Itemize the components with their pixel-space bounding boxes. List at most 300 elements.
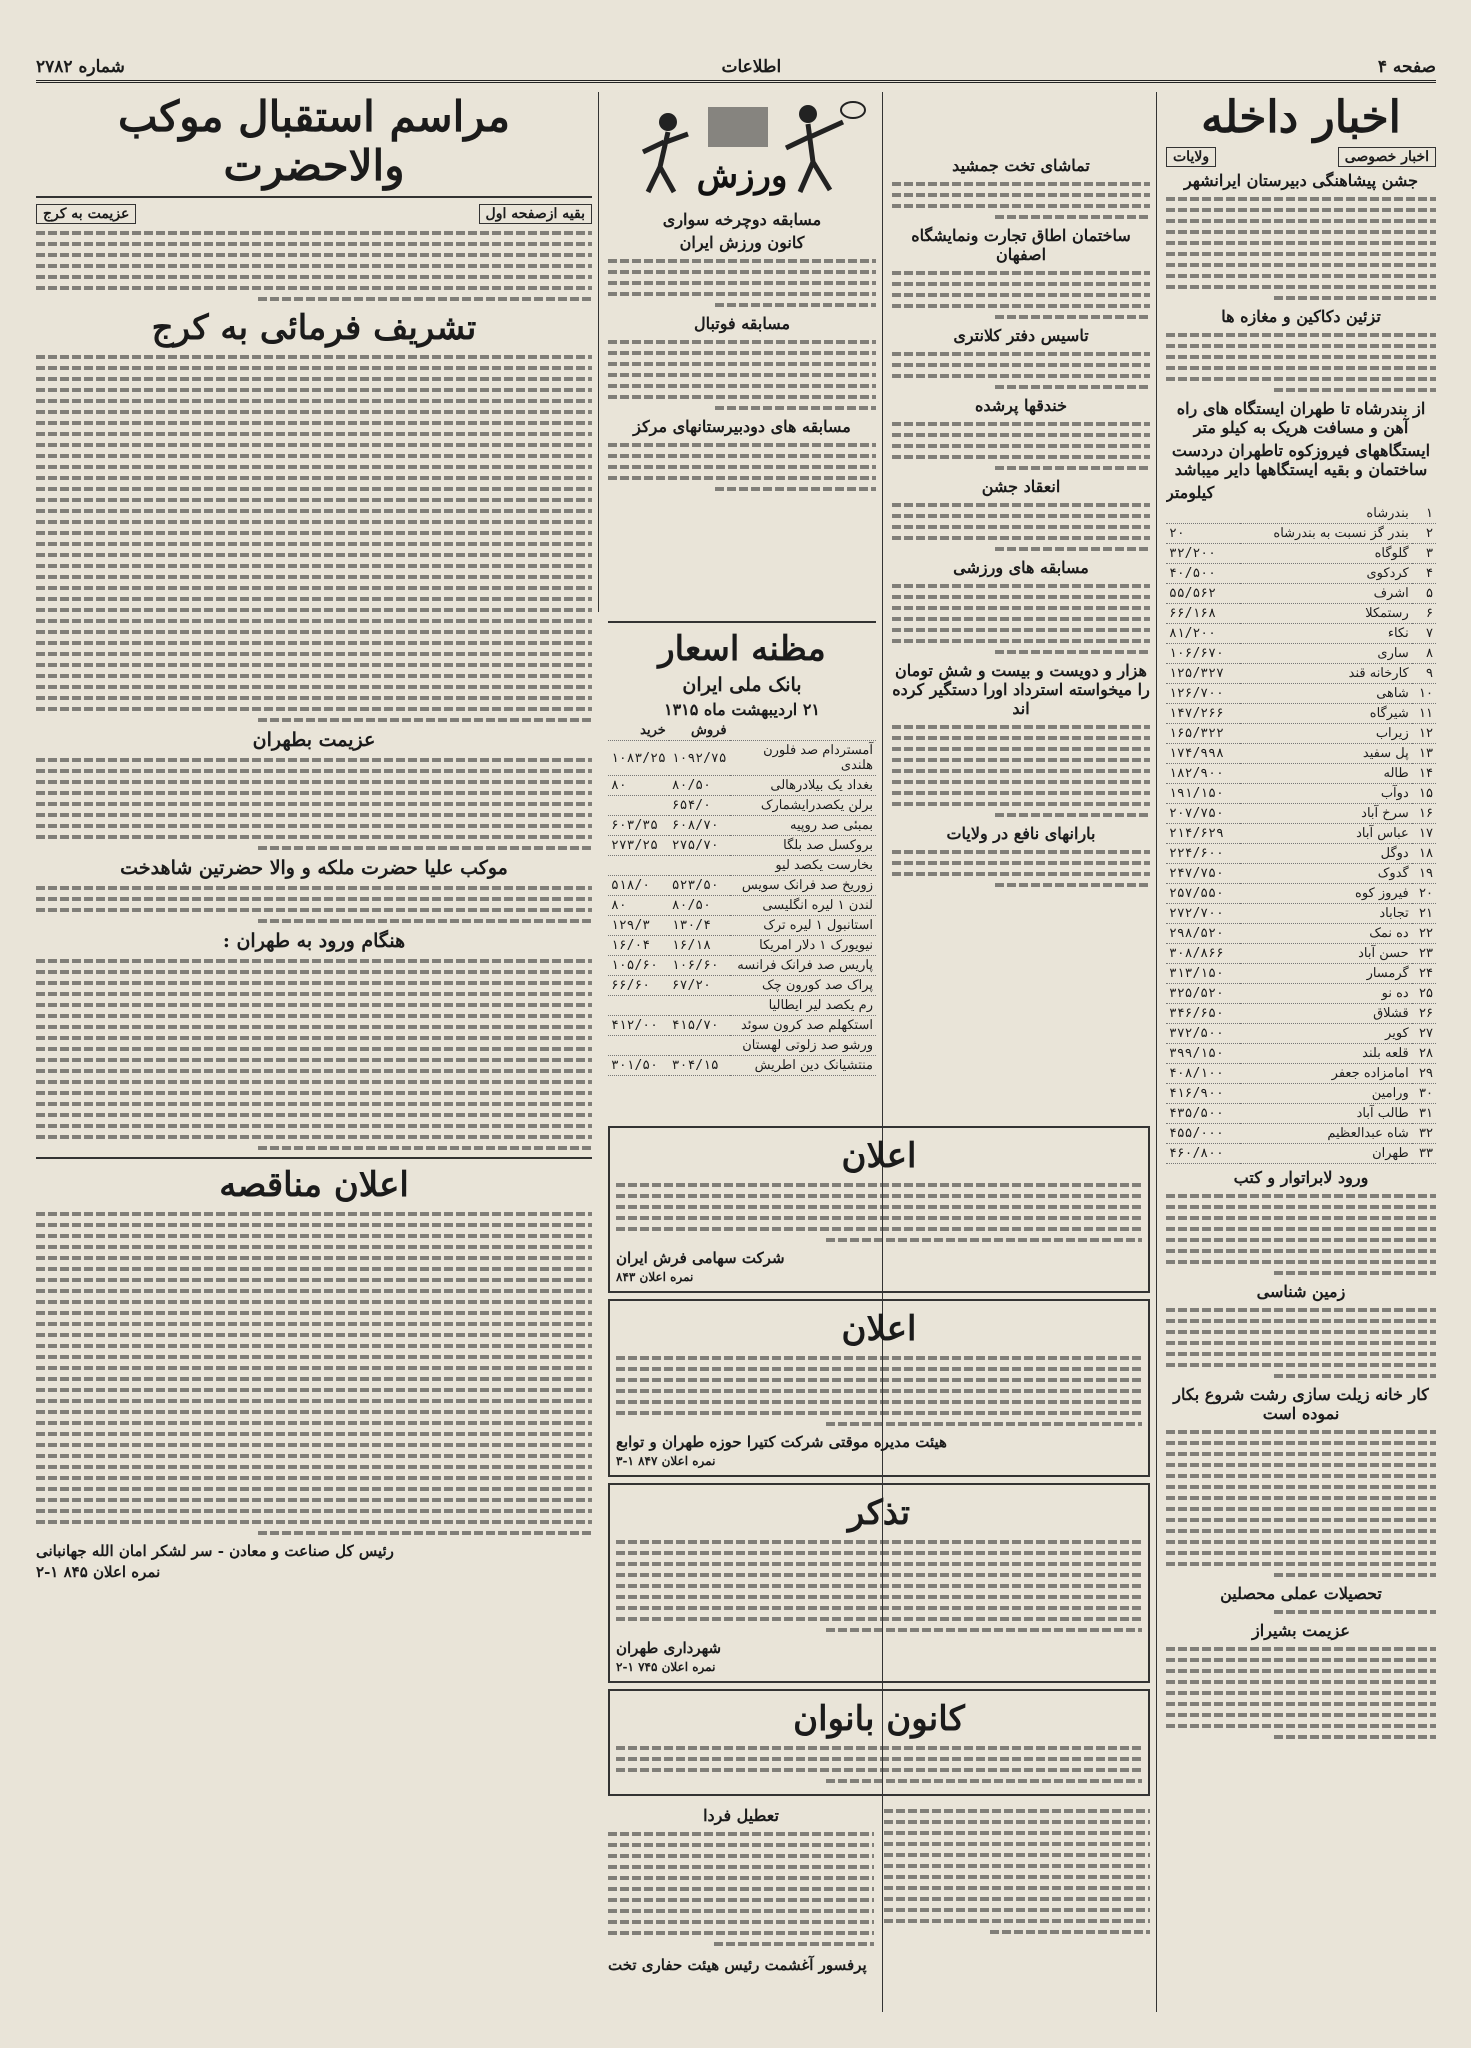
rate-name: برلن یکصدرایشمارک [730, 796, 876, 816]
station-km: ۱۲۶/۷۰۰ [1166, 684, 1240, 704]
article-heading: تماشای تخت جمشید [952, 156, 1090, 175]
tender-signature: رئیس کل صناعت و معادن - سر لشکر امان الله جهانبانی [36, 1542, 394, 1560]
article-heading: تاسیس دفتر کلانتری [953, 326, 1089, 345]
station-km: ۲۱۴/۶۲۹ [1166, 824, 1240, 844]
station-name: بندرشاه [1240, 504, 1412, 524]
station-row [1166, 904, 1436, 924]
station-n: ۱۶ [1412, 804, 1436, 824]
label-departure-karaj: عزیمت به کرج [36, 204, 136, 224]
station-km: ۵۵/۵۶۲ [1166, 584, 1240, 604]
station-n: ۳ [1412, 544, 1436, 564]
station-km: ۴۰/۵۰۰ [1166, 564, 1240, 584]
station-row [1166, 964, 1436, 984]
rate-buy [608, 1036, 669, 1056]
rate-sell: ۱۰۹۲/۷۵ [669, 741, 730, 776]
article-heading: تزئین دکاکین و مغازه ها [1221, 307, 1381, 326]
station-name: پل سفید [1240, 744, 1412, 764]
station-row [1166, 684, 1436, 704]
station-name: دوآب [1240, 784, 1412, 804]
station-row [1166, 604, 1436, 624]
text-lines [1166, 333, 1436, 392]
text-lines [884, 1809, 1150, 1934]
bottom-signature: پرفسور آغشمت رئیس هیئت حفاری تخت [608, 1956, 867, 1974]
station-name: قشلاق [1240, 1004, 1412, 1024]
column-divider [1156, 92, 1157, 2012]
announcement-box [608, 1483, 1150, 1683]
text-lines [892, 352, 1150, 389]
station-row [1166, 564, 1436, 584]
rate-buy: ۶۰۳/۳۵ [608, 816, 669, 836]
article-heading: ساختمان اطاق تجارت ونمایشگاه اصفهان [911, 226, 1131, 264]
rate-sell: ۸۰/۵۰ [669, 776, 730, 796]
station-name: فیروز کوه [1240, 884, 1412, 904]
rate-row [608, 936, 876, 956]
station-name: طالب آباد [1240, 1104, 1412, 1124]
station-row [1166, 644, 1436, 664]
rate-name: لندن ۱ لیره انگلیسی [730, 896, 876, 916]
station-row [1166, 924, 1436, 944]
station-row [1166, 764, 1436, 784]
station-name: کویر [1240, 1024, 1412, 1044]
station-n: ۶ [1412, 604, 1436, 624]
rates-table [608, 721, 876, 1076]
page-number: صفحه ۴ [1377, 57, 1436, 77]
station-n: ۲۵ [1412, 984, 1436, 1004]
rate-name: بخارست یکصد لیو [730, 856, 876, 876]
text-lines [1166, 1430, 1436, 1577]
rate-sell [669, 1036, 730, 1056]
station-km [1166, 504, 1240, 524]
announcement-signature: هیئت مدیره موقتی شرکت کتیرا حوزه طهران و توابع [616, 1433, 947, 1451]
text-lines [616, 1356, 1142, 1426]
station-name: سرخ آباد [1240, 804, 1412, 824]
station-row [1166, 1144, 1436, 1164]
rate-buy: ۱۲۹/۳ [608, 916, 669, 936]
rates-col-buy: خرید [608, 721, 669, 741]
station-row [1166, 624, 1436, 644]
station-row [1166, 864, 1436, 884]
text-lines [36, 758, 592, 850]
article-heading: اعلان [841, 1309, 917, 1349]
station-n: ۱۳ [1412, 744, 1436, 764]
announcement-signature: شهرداری طهران [616, 1639, 722, 1657]
station-km: ۲۷۲/۷۰۰ [1166, 904, 1240, 924]
station-row [1166, 884, 1436, 904]
rate-buy: ۱۰۸۳/۲۵ [608, 741, 669, 776]
station-name: اشرف [1240, 584, 1412, 604]
rate-row [608, 916, 876, 936]
station-row [1166, 1124, 1436, 1144]
station-km: ۳۷۲/۵۰۰ [1166, 1024, 1240, 1044]
station-name: تجاباد [1240, 904, 1412, 924]
station-name: عباس آباد [1240, 824, 1412, 844]
article-heading: مسابقه دوچرخه سواری [662, 210, 822, 229]
rail-unit: کیلومتر [1166, 483, 1215, 502]
announcement-box [608, 1689, 1150, 1796]
paper-name: اطلاعات [721, 57, 782, 77]
article-heading: عزیمت بشیراز [1252, 1621, 1350, 1640]
station-n: ۳۲ [1412, 1124, 1436, 1144]
rate-sell: ۴۱۵/۷۰ [669, 1016, 730, 1036]
rate-buy: ۱۶/۰۴ [608, 936, 669, 956]
rate-sell: ۶۷/۲۰ [669, 976, 730, 996]
station-km: ۲۹۸/۵۲۰ [1166, 924, 1240, 944]
station-name: کردکوی [1240, 564, 1412, 584]
station-km: ۳۲/۲۰۰ [1166, 544, 1240, 564]
station-name: ده نمک [1240, 924, 1412, 944]
rate-name: استکهلم صد کرون سوئد [730, 1016, 876, 1036]
station-name: شاهی [1240, 684, 1412, 704]
station-row [1166, 744, 1436, 764]
text-lines [1166, 1308, 1436, 1378]
rail-header: ایستگاههای فیروزکوه تاطهران دردست ساختمان و بقیه ایستگاهها دایر میباشد [1171, 441, 1431, 479]
station-row [1166, 1024, 1436, 1044]
rate-buy: ۵۱۸/۰ [608, 876, 669, 896]
column-announcements [608, 1120, 1150, 2020]
rate-row [608, 816, 876, 836]
article-heading: جشن پیشاهنگی دبیرستان ایرانشهر [1183, 171, 1419, 190]
announcement-signature: شرکت سهامی فرش ایران [616, 1249, 785, 1267]
text-lines [616, 1746, 1142, 1783]
rate-row [608, 1016, 876, 1036]
text-lines [1166, 197, 1436, 300]
rate-sell [669, 996, 730, 1016]
rate-name: پراک صد کورون چک [730, 976, 876, 996]
announcement-ref: نمره اعلان ۸۴۷ ۱-۳ [616, 1454, 716, 1468]
article-heading: تشریف فرمائی به کرج [151, 308, 477, 348]
station-n: ۹ [1412, 664, 1436, 684]
rate-name: آمستردام صد فلورن هلندی [730, 741, 876, 776]
station-km: ۳۲۵/۵۲۰ [1166, 984, 1240, 1004]
station-km: ۱۸۲/۹۰۰ [1166, 764, 1240, 784]
rate-name: استانبول ۱ لیره ترک [730, 916, 876, 936]
text-lines [892, 422, 1150, 470]
station-km: ۲۲۴/۶۰۰ [1166, 844, 1240, 864]
station-km: ۳۴۶/۶۵۰ [1166, 1004, 1240, 1024]
text-lines [36, 886, 592, 923]
rate-row [608, 1036, 876, 1056]
rate-row [608, 976, 876, 996]
article-heading: انعقاد جشن [981, 477, 1061, 496]
column-provinces [892, 92, 1150, 1152]
station-row [1166, 524, 1436, 544]
article-heading: کانون بانوان [793, 1699, 965, 1739]
station-km: ۴۶۰/۸۰۰ [1166, 1144, 1240, 1164]
article-heading: ورود لابراتوار و کتب [1233, 1168, 1369, 1187]
station-row [1166, 584, 1436, 604]
station-n: ۱۷ [1412, 824, 1436, 844]
rate-name: نیویورک ۱ دلار امریکا [730, 936, 876, 956]
article-heading: تذکر [847, 1493, 911, 1533]
station-name: طهران [1240, 1144, 1412, 1164]
station-km: ۲۴۷/۷۵۰ [1166, 864, 1240, 884]
rate-buy: ۳۰۱/۵۰ [608, 1056, 669, 1076]
rate-buy [608, 996, 669, 1016]
station-n: ۷ [1412, 624, 1436, 644]
column-ceremony [36, 92, 592, 2012]
station-name: کارخانه قند [1240, 664, 1412, 684]
station-n: ۲۳ [1412, 944, 1436, 964]
rate-row [608, 836, 876, 856]
text-lines [1166, 1194, 1436, 1275]
station-name: ورامین [1240, 1084, 1412, 1104]
station-n: ۱۸ [1412, 844, 1436, 864]
rate-name: پاریس صد فرانک فرانسه [730, 956, 876, 976]
currency-rates [608, 615, 876, 1115]
section-title-internal-news: اخبار داخله [1201, 92, 1401, 143]
station-name: ده نو [1240, 984, 1412, 1004]
article-heading: هنگام ورود به طهران : [222, 930, 406, 952]
announcement-ref: نمره اعلان ۸۴۳ [616, 1270, 694, 1284]
text-lines [36, 959, 592, 1150]
station-km: ۱۹۱/۱۵۰ [1166, 784, 1240, 804]
station-name: زیراب [1240, 724, 1412, 744]
rate-row [608, 796, 876, 816]
text-lines [1166, 1647, 1436, 1739]
rate-name: منتشیانک دین اطریش [730, 1056, 876, 1076]
station-n: ۴ [1412, 564, 1436, 584]
station-name: گدوک [1240, 864, 1412, 884]
station-row [1166, 504, 1436, 524]
text-lines [36, 231, 592, 301]
station-row [1166, 664, 1436, 684]
article-heading: بارانهای نافع در ولایات [946, 824, 1096, 843]
rate-buy [608, 856, 669, 876]
station-n: ۳۱ [1412, 1104, 1436, 1124]
station-name: گرمسار [1240, 964, 1412, 984]
station-row [1166, 944, 1436, 964]
station-row [1166, 804, 1436, 824]
announcement-ref: نمره اعلان ۷۴۵ ۱-۲ [616, 1660, 716, 1674]
station-n: ۲۹ [1412, 1064, 1436, 1084]
station-row [1166, 1004, 1436, 1024]
station-table [1166, 504, 1436, 1164]
article-heading: زمین شناسی [1256, 1282, 1346, 1301]
rate-row [608, 876, 876, 896]
station-row [1166, 1084, 1436, 1104]
station-row [1166, 704, 1436, 724]
station-n: ۱۵ [1412, 784, 1436, 804]
rate-buy: ۱۰۵/۶۰ [608, 956, 669, 976]
masthead [36, 54, 1436, 83]
rate-row [608, 996, 876, 1016]
station-row [1166, 824, 1436, 844]
column-sports [608, 92, 876, 612]
label-continued: بقیه ازصفحه اول [479, 204, 592, 224]
text-lines [892, 182, 1150, 219]
station-km: ۶۶/۱۶۸ [1166, 604, 1240, 624]
rate-row [608, 856, 876, 876]
station-n: ۱ [1412, 504, 1436, 524]
station-km: ۲۰۷/۷۵۰ [1166, 804, 1240, 824]
tender-title: اعلان مناقصه [219, 1165, 409, 1205]
holiday-heading: تعطیل فردا [703, 1806, 779, 1825]
rate-buy [608, 796, 669, 816]
station-n: ۱۴ [1412, 764, 1436, 784]
rates-title: مظنه اسعار [658, 629, 826, 669]
station-n: ۱۱ [1412, 704, 1436, 724]
sports-title: ورزش [696, 156, 788, 196]
station-n: ۸ [1412, 644, 1436, 664]
station-n: ۲۰ [1412, 884, 1436, 904]
rate-name: ورشو صد زلوتی لهستان [730, 1036, 876, 1056]
article-heading: اعلان [841, 1136, 917, 1176]
station-n: ۱۲ [1412, 724, 1436, 744]
rate-sell: ۶۵۴/۰ [669, 796, 730, 816]
article-heading: از بندرشاه تا طهران ایستگاه های راه آهن و مسافت هریک به کیلو متر [1176, 399, 1426, 437]
rate-name: بمبئی صد روپیه [730, 816, 876, 836]
article-heading: کانون ورزش ایران [679, 233, 805, 252]
rate-name: زوریخ صد فرانک سویس [730, 876, 876, 896]
text-lines [608, 340, 876, 410]
rate-row [608, 776, 876, 796]
station-n: ۱۹ [1412, 864, 1436, 884]
station-row [1166, 1044, 1436, 1064]
rates-date: ۲۱ اردیبهشت ماه ۱۳۱۵ [663, 700, 821, 719]
station-n: ۳۰ [1412, 1084, 1436, 1104]
rate-sell: ۲۷۵/۷۰ [669, 836, 730, 856]
station-row [1166, 544, 1436, 564]
station-name: ساری [1240, 644, 1412, 664]
newspaper-page [36, 40, 1436, 2025]
rate-buy: ۸۰ [608, 776, 669, 796]
rates-bank: بانک ملی ایران [682, 674, 802, 696]
rate-row [608, 956, 876, 976]
text-lines [36, 1212, 592, 1535]
text-lines [892, 503, 1150, 551]
station-km: ۱۶۵/۳۲۲ [1166, 724, 1240, 744]
station-n: ۲۷ [1412, 1024, 1436, 1044]
station-name: قلعه بلند [1240, 1044, 1412, 1064]
article-heading: خندقها پرشده [974, 396, 1068, 415]
ceremony-title: مراسم استقبال موکب والاحضرت [118, 92, 510, 190]
station-name: دوگل [1240, 844, 1412, 864]
announcement-box [608, 1299, 1150, 1477]
station-km: ۸۱/۲۰۰ [1166, 624, 1240, 644]
article-heading: تحصیلات عملی محصلین [1220, 1584, 1382, 1603]
station-row [1166, 724, 1436, 744]
sports-illustration [608, 92, 876, 202]
station-name: گلوگاه [1240, 544, 1412, 564]
station-km: ۱۲۵/۳۲۷ [1166, 664, 1240, 684]
station-row [1166, 784, 1436, 804]
label-special-news: اخبار خصوصی [1338, 147, 1436, 167]
rate-sell: ۳۰۴/۱۵ [669, 1056, 730, 1076]
rate-buy: ۸۰ [608, 896, 669, 916]
rate-sell: ۵۲۳/۵۰ [669, 876, 730, 896]
bottom-left-block [608, 1802, 874, 1953]
station-km: ۱۰۶/۶۷۰ [1166, 644, 1240, 664]
article-heading: مسابقه های ورزشی [953, 558, 1089, 577]
text-lines [608, 443, 876, 491]
station-n: ۲ [1412, 524, 1436, 544]
station-km: ۱۴۷/۲۶۶ [1166, 704, 1240, 724]
rate-buy: ۶۶/۶۰ [608, 976, 669, 996]
station-name: شیرگاه [1240, 704, 1412, 724]
text-lines [608, 259, 876, 307]
station-name: طاله [1240, 764, 1412, 784]
text-lines [892, 271, 1150, 319]
bottom-right-block [884, 1802, 1150, 1953]
station-km: ۲۰ [1166, 524, 1240, 544]
station-row [1166, 844, 1436, 864]
rate-row [608, 741, 876, 776]
station-km: ۴۳۵/۵۰۰ [1166, 1104, 1240, 1124]
station-n: ۵ [1412, 584, 1436, 604]
label-provinces: ولایات [1166, 147, 1216, 167]
station-km: ۲۵۷/۵۵۰ [1166, 884, 1240, 904]
rate-name: بروکسل صد بلگا [730, 836, 876, 856]
station-n: ۲۲ [1412, 924, 1436, 944]
article-heading: موکب علیا حضرت ملکه و والا حضرتین شاهدخت [120, 857, 508, 879]
rate-sell: ۱۰۶/۶۰ [669, 956, 730, 976]
rate-row [608, 896, 876, 916]
text-lines [616, 1540, 1142, 1632]
station-n: ۲۴ [1412, 964, 1436, 984]
issue-number: شماره ۲۷۸۲ [36, 57, 125, 77]
article-heading: عزیمت بطهران [252, 729, 376, 751]
text-lines [892, 725, 1150, 817]
station-name: نکاء [1240, 624, 1412, 644]
article-heading: هزار و دویست و بیست و شش تومان را میخواسته استرداد اورا دستگیر کرده اند [892, 661, 1150, 718]
station-n: ۲۱ [1412, 904, 1436, 924]
text-lines [1166, 1610, 1436, 1614]
rates-col-sell: فروش [669, 721, 730, 741]
rate-row [608, 1056, 876, 1076]
announcement-box [608, 1126, 1150, 1293]
station-n: ۲۶ [1412, 1004, 1436, 1024]
tender-ref: نمره اعلان ۸۴۵ ۱-۲ [36, 1563, 161, 1581]
station-name: شاه عبدالعظیم [1240, 1124, 1412, 1144]
text-lines [616, 1183, 1142, 1242]
rate-sell: ۱۶/۱۸ [669, 936, 730, 956]
rate-sell: ۶۰۸/۷۰ [669, 816, 730, 836]
station-row [1166, 1064, 1436, 1084]
station-row [1166, 1104, 1436, 1124]
station-row [1166, 984, 1436, 1004]
station-km: ۳۹۹/۱۵۰ [1166, 1044, 1240, 1064]
text-lines [892, 584, 1150, 654]
station-km: ۳۰۸/۸۶۶ [1166, 944, 1240, 964]
rate-sell: ۱۳۰/۴ [669, 916, 730, 936]
station-n: ۳۳ [1412, 1144, 1436, 1164]
station-km: ۴۰۸/۱۰۰ [1166, 1064, 1240, 1084]
rate-sell: ۸۰/۵۰ [669, 896, 730, 916]
station-name: امامزاده جعفر [1240, 1064, 1412, 1084]
column-divider [598, 92, 599, 612]
column-internal-news [1166, 92, 1436, 2012]
text-lines [36, 355, 592, 722]
text-lines [892, 850, 1150, 887]
rate-buy: ۲۷۳/۲۵ [608, 836, 669, 856]
rate-name: رم یکصد لیر ایطالیا [730, 996, 876, 1016]
station-name: رستمکلا [1240, 604, 1412, 624]
station-km: ۴۱۶/۹۰۰ [1166, 1084, 1240, 1104]
station-name: حسن آباد [1240, 944, 1412, 964]
station-km: ۱۷۴/۹۹۸ [1166, 744, 1240, 764]
station-km: ۴۵۵/۰۰۰ [1166, 1124, 1240, 1144]
article-heading: کار خانه زیلت سازی رشت شروع بکار نموده است [1173, 1385, 1429, 1423]
article-heading: مسابقه های دودبیرستانهای مرکز [633, 417, 851, 436]
station-km: ۳۱۳/۱۵۰ [1166, 964, 1240, 984]
text-lines [608, 1832, 874, 1946]
station-n: ۱۰ [1412, 684, 1436, 704]
station-name: بندر گز نسبت به بندرشاه [1240, 524, 1412, 544]
station-n: ۲۸ [1412, 1044, 1436, 1064]
article-heading: مسابقه فوتبال [693, 314, 791, 333]
rate-sell [669, 856, 730, 876]
rate-buy: ۴۱۲/۰۰ [608, 1016, 669, 1036]
